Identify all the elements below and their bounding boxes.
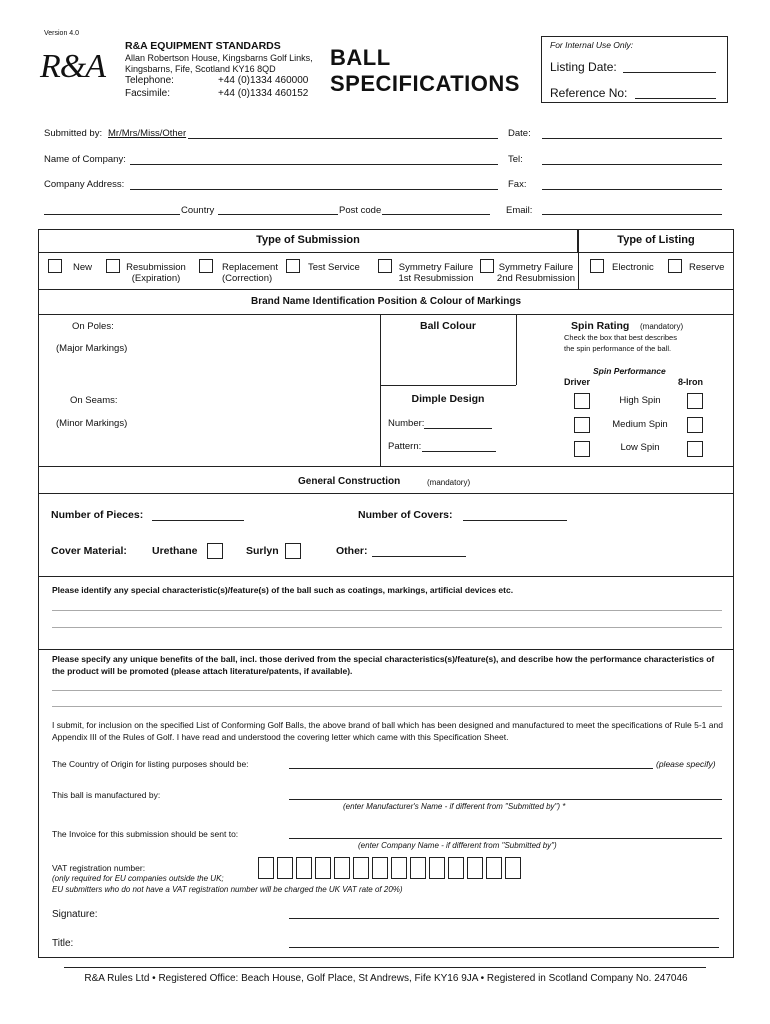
- fax-field[interactable]: [542, 189, 722, 190]
- listing-date-label: Listing Date:: [550, 60, 617, 74]
- vat-digit-box[interactable]: [315, 857, 331, 879]
- on-seams-label: On Seams:: [70, 395, 118, 406]
- listing-divider: [578, 253, 580, 289]
- driver-medium-spin-checkbox[interactable]: [574, 417, 590, 433]
- vat-digit-box[interactable]: [334, 857, 350, 879]
- construction-divider: [38, 576, 734, 577]
- submitted-by-options[interactable]: Mr/Mrs/Miss/Other: [108, 128, 187, 139]
- doc-title-ball: BALL: [330, 45, 391, 70]
- company-address-label: Company Address:: [44, 179, 125, 190]
- driver-label: Driver: [564, 377, 591, 387]
- urethane-checkbox[interactable]: [207, 543, 223, 559]
- resubmission-sub: (Expiration): [131, 273, 181, 284]
- manufactured-by-field[interactable]: [289, 799, 722, 800]
- tel-label: Tel:: [508, 154, 523, 165]
- vat-digit-box[interactable]: [448, 857, 464, 879]
- vat-digit-box[interactable]: [372, 857, 388, 879]
- special-characteristics-prompt: Please identify any special characteristic(s)/feature(s) of the ball such as coatings, markings, artificial devices etc.: [52, 585, 514, 595]
- email-field[interactable]: [542, 214, 722, 215]
- new-label: New: [73, 262, 93, 273]
- benefits-line-2[interactable]: [52, 706, 722, 707]
- iron-low-spin-checkbox[interactable]: [687, 441, 703, 457]
- vat-digit-box[interactable]: [486, 857, 502, 879]
- markings-col-divider-2: [516, 315, 518, 385]
- pieces-field[interactable]: [152, 520, 244, 521]
- covers-label: Number of Covers:: [358, 509, 453, 521]
- pieces-label: Number of Pieces:: [51, 509, 144, 521]
- please-specify-note: (please specify): [656, 759, 716, 769]
- replacement-label: Replacement: [222, 262, 278, 273]
- tel-field[interactable]: [542, 164, 722, 165]
- benefits-line-1[interactable]: [52, 690, 722, 691]
- address-line-field[interactable]: [44, 214, 180, 215]
- test-service-checkbox[interactable]: [286, 259, 300, 273]
- version-label: Version 4.0: [44, 30, 80, 37]
- email-label: Email:: [506, 205, 533, 216]
- medium-spin-label: Medium Spin: [612, 419, 668, 430]
- symmetry-2-label: Symmetry Failure: [498, 262, 574, 273]
- org-title: R&A EQUIPMENT STANDARDS: [125, 40, 281, 52]
- cover-material-label: Cover Material:: [51, 545, 127, 557]
- symmetry-2-sub: 2nd Resubmission: [496, 273, 576, 284]
- vat-note-1: (only required for EU companies outside the UK;: [52, 874, 224, 883]
- company-name-label: Name of Company:: [44, 154, 126, 165]
- markings-heading: Brand Name Identification Position & Colour of Markings: [250, 296, 522, 307]
- country-origin-label: The Country of Origin for listing purposes should be:: [52, 759, 249, 769]
- telephone-value: +44 (0)1334 460000: [218, 75, 309, 86]
- title-label: Title:: [52, 938, 74, 949]
- submitted-by-label: Submitted by:: [44, 128, 103, 139]
- markings-col-divider-1: [380, 315, 382, 466]
- ra-logo: R&A: [40, 48, 105, 85]
- construction-mandatory: (mandatory): [427, 478, 471, 487]
- dimple-number-label: Number:: [388, 418, 425, 429]
- vat-digit-box[interactable]: [296, 857, 312, 879]
- post-code-label: Post code: [339, 205, 382, 216]
- manufactured-by-label: This ball is manufactured by:: [52, 790, 161, 800]
- iron-high-spin-checkbox[interactable]: [687, 393, 703, 409]
- vat-digit-box[interactable]: [277, 857, 293, 879]
- listing-date-field[interactable]: [623, 72, 716, 73]
- other-field[interactable]: [372, 556, 466, 557]
- electronic-label: Electronic: [612, 262, 654, 273]
- dimple-pattern-label: Pattern:: [388, 441, 422, 452]
- symmetry-2-checkbox[interactable]: [480, 259, 494, 273]
- low-spin-label: Low Spin: [620, 442, 660, 453]
- symmetry-1-sub: 1st Resubmission: [398, 273, 474, 284]
- reference-no-label: Reference No:: [550, 86, 628, 100]
- address-line-2: Kingsbarns, Fife, Scotland KY16 8QD: [125, 64, 276, 74]
- iron-medium-spin-checkbox[interactable]: [687, 417, 703, 433]
- special-characteristics-line-2[interactable]: [52, 627, 722, 628]
- reserve-label: Reserve: [689, 262, 725, 273]
- fax-label-contact: Fax:: [508, 179, 527, 190]
- address-line-1: Allan Robertson House, Kingsbarns Golf Links,: [125, 53, 313, 63]
- type-of-submission-heading: Type of Submission: [256, 234, 360, 246]
- submitted-by-field[interactable]: [188, 138, 498, 139]
- electronic-checkbox[interactable]: [590, 259, 604, 273]
- signature-field[interactable]: [289, 918, 719, 919]
- colour-dimple-divider: [380, 385, 516, 386]
- urethane-label: Urethane: [152, 545, 198, 557]
- footer-rule: [64, 967, 706, 968]
- date-field[interactable]: [542, 138, 722, 139]
- vat-digit-box[interactable]: [353, 857, 369, 879]
- title-field[interactable]: [289, 947, 719, 948]
- resubmission-label: Resubmission: [126, 262, 186, 273]
- features-divider: [38, 649, 734, 650]
- signature-label: Signature:: [52, 909, 98, 920]
- telephone-label: Telephone:: [125, 75, 174, 86]
- country-field[interactable]: [218, 214, 338, 215]
- on-poles-label: On Poles:: [72, 321, 114, 332]
- dimple-number-field[interactable]: [424, 428, 492, 429]
- new-checkbox[interactable]: [48, 259, 62, 273]
- company-hint: (enter Company Name - if different from "Submitted by"): [358, 841, 557, 850]
- iron-label: 8-Iron: [678, 377, 704, 387]
- doc-title-specifications: SPECIFICATIONS: [330, 71, 520, 96]
- date-label: Date:: [508, 128, 531, 139]
- resubmission-checkbox[interactable]: [106, 259, 120, 273]
- dimple-design-heading: Dimple Design: [411, 393, 485, 405]
- declaration-statement: I submit, for inclusion on the specified List of Conforming Golf Balls, the above brand of ball which has been designed and manufactured to meet the specifications of Rule 5-1 and Appendix III of the Rules of Golf. I have read and understood the covering letter which came with this Specification Sheet.: [52, 720, 723, 742]
- vat-label: VAT registration number:: [52, 863, 146, 873]
- driver-low-spin-checkbox[interactable]: [574, 441, 590, 457]
- invoice-to-label: The Invoice for this submission should be sent to:: [52, 829, 239, 839]
- spin-desc-1: Check the box that best describes: [564, 333, 677, 342]
- special-characteristics-line-1[interactable]: [52, 610, 722, 611]
- replacement-sub: (Correction): [222, 273, 273, 284]
- symmetry-1-label: Symmetry Failure: [398, 262, 474, 273]
- symmetry-1-checkbox[interactable]: [378, 259, 392, 273]
- construction-heading: General Construction: [298, 476, 401, 487]
- covers-field[interactable]: [463, 520, 567, 521]
- vat-digit-box[interactable]: [429, 857, 445, 879]
- reference-no-field[interactable]: [635, 98, 716, 99]
- reserve-checkbox[interactable]: [668, 259, 682, 273]
- vat-digit-box[interactable]: [410, 857, 426, 879]
- vat-digit-box[interactable]: [391, 857, 407, 879]
- surlyn-label: Surlyn: [246, 545, 279, 557]
- manufacturer-hint: (enter Manufacturer's Name - if different from "Submitted by") *: [343, 802, 566, 811]
- ball-colour-heading: Ball Colour: [419, 320, 476, 332]
- driver-high-spin-checkbox[interactable]: [574, 393, 590, 409]
- spin-desc-2: the spin performance of the ball.: [564, 344, 672, 353]
- country-label: Country: [181, 205, 215, 216]
- fax-label: Facsimile:: [125, 88, 171, 99]
- vat-note-2: EU submitters who do not have a VAT registration number will be charged the UK VAT rate of 20%): [52, 885, 403, 894]
- dimple-pattern-field[interactable]: [422, 451, 496, 452]
- fax-value: +44 (0)1334 460152: [218, 88, 309, 99]
- other-label: Other:: [336, 545, 368, 557]
- spin-rating-heading: Spin Rating: [571, 320, 630, 332]
- spin-performance-label: Spin Performance: [593, 366, 666, 376]
- footer-text: R&A Rules Ltd • Registered Office: Beach House, Golf Place, St Andrews, Fife KY16 9JA • Registered in Scotland Company No. 247046: [84, 973, 688, 984]
- company-address-field[interactable]: [130, 189, 498, 190]
- benefits-prompt: Please specify any unique benefits of the ball, incl. those derived from the special characteristics(s)/feature(s), and describe how the performance characteristics of the product will be promoted (please attach literature/patents, if available).: [52, 654, 715, 676]
- surlyn-checkbox[interactable]: [285, 543, 301, 559]
- spin-rating-mandatory: (mandatory): [640, 322, 684, 331]
- vat-digit-box[interactable]: [258, 857, 274, 879]
- vat-digit-box[interactable]: [505, 857, 521, 879]
- replacement-checkbox[interactable]: [199, 259, 213, 273]
- test-service-label: Test Service: [308, 262, 360, 273]
- country-origin-field[interactable]: [289, 768, 653, 769]
- company-name-field[interactable]: [130, 164, 498, 165]
- post-code-field[interactable]: [382, 214, 490, 215]
- internal-use-label: For Internal Use Only:: [550, 40, 634, 50]
- type-of-listing-heading: Type of Listing: [617, 234, 695, 246]
- high-spin-label: High Spin: [619, 395, 661, 406]
- vat-digit-box[interactable]: [467, 857, 483, 879]
- minor-markings-label: (Minor Markings): [56, 418, 128, 429]
- invoice-to-field[interactable]: [289, 838, 722, 839]
- major-markings-label: (Major Markings): [56, 343, 128, 354]
